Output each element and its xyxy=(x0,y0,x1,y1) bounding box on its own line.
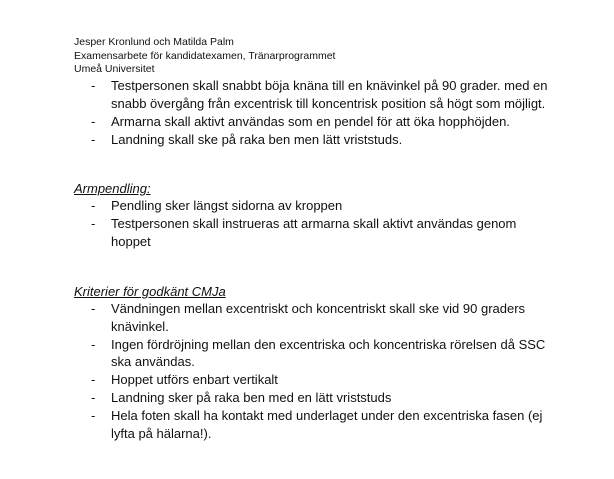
list-item-text: Testpersonen skall snabbt böja knäna till en knävinkel på 90 grader. med en snabb övergång från excentrisk till koncentrisk position så högt som möjligt. xyxy=(111,78,548,111)
list-item-text: Vändningen mellan excentriskt och koncentriskt skall ske vid 90 graders knävinkel. xyxy=(111,301,526,334)
list-item xyxy=(0,407,551,442)
list-item xyxy=(0,300,551,335)
section-title-kriterier: Kriterier för godkänt CMJa xyxy=(74,284,226,299)
bullet-dash: - xyxy=(91,198,96,213)
bullet-dash: - xyxy=(91,372,96,387)
bullet-dash: - xyxy=(91,131,96,147)
bullet-dash: - xyxy=(91,408,96,423)
armpendling-list xyxy=(0,197,551,250)
section-title-armpendling: Armpendling: xyxy=(74,181,151,196)
university-line: Umeå Universitet xyxy=(74,63,155,75)
list-item xyxy=(0,215,551,250)
list-item-text: Armarna skall aktivt användas som en pendel för att öka hopphöjden. xyxy=(111,113,510,129)
list-item xyxy=(0,371,551,389)
list-item xyxy=(0,389,551,407)
list-item-text: Ingen fördröjning mellan den excentriska och koncentriska rörelsen då SSC ska användas. xyxy=(111,336,546,369)
bullet-dash: - xyxy=(91,336,96,352)
list-item xyxy=(0,131,551,149)
thesis-line: Examensarbete för kandidatexamen, Tränarprogrammet xyxy=(74,49,336,62)
list-item-text: Pendling sker längst sidorna av kroppen xyxy=(111,198,343,213)
list-item-text: Landning skall ske på raka ben men lätt vriststuds. xyxy=(111,131,403,147)
list-item-text: Hela foten skall ha kontakt med underlaget under den excentriska fasen (ej lyfta på hälarna!). xyxy=(111,408,543,441)
bullet-dash: - xyxy=(91,113,96,129)
list-item-text: Testpersonen skall instrueras att armarna skall aktivt användas genom hoppet xyxy=(111,216,517,249)
kriterier-list xyxy=(0,300,551,442)
document-header xyxy=(74,36,335,77)
author-line: Jesper Kronlund och Matilda Palm xyxy=(74,36,234,48)
list-item xyxy=(0,336,551,371)
bullet-dash: - xyxy=(91,78,96,93)
list-item-text: Landning sker på raka ben med en lätt vriststuds xyxy=(111,390,392,405)
list-item xyxy=(0,113,551,131)
bullet-dash: - xyxy=(91,216,96,231)
list-item xyxy=(0,197,551,215)
bullet-dash: - xyxy=(91,390,96,405)
list-item-text: Hoppet utförs enbart vertikalt xyxy=(111,372,278,387)
bullet-dash: - xyxy=(91,301,96,316)
list-item xyxy=(0,77,551,112)
intro-list xyxy=(0,77,551,148)
